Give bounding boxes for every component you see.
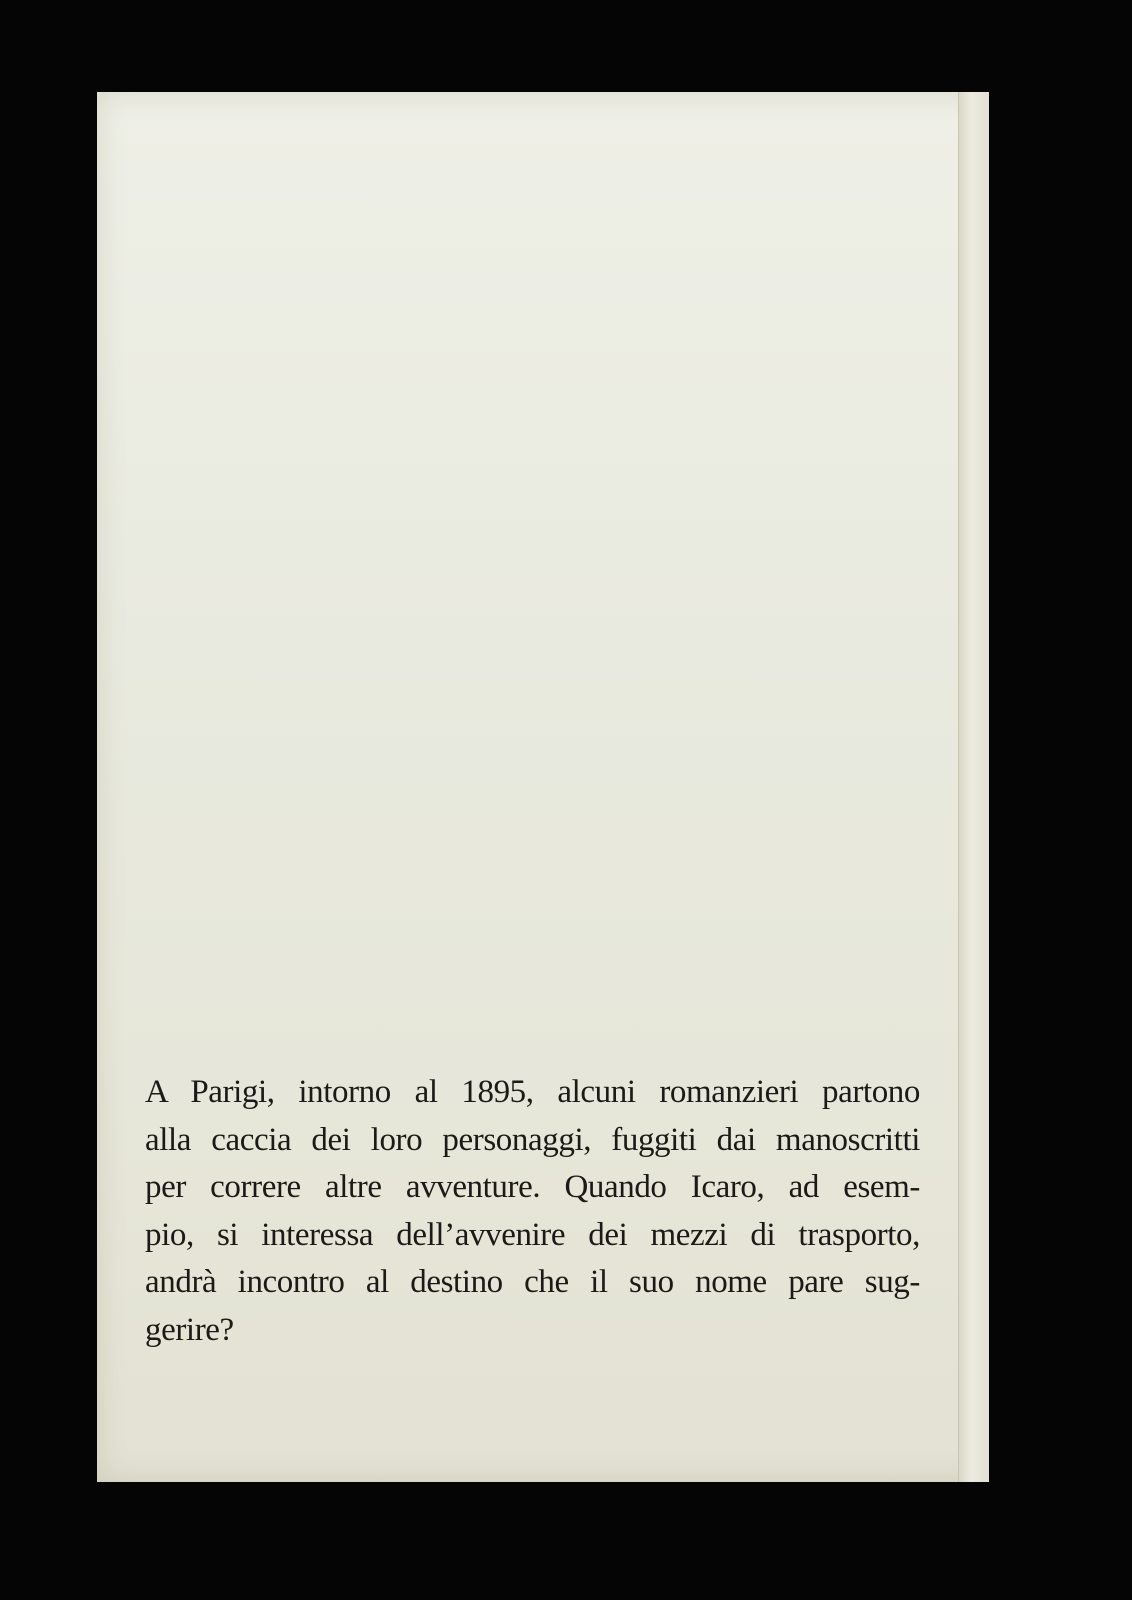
book-back-cover [97, 92, 989, 1482]
blurb-line: andrà incontro al destino che il suo nome pare sug- [145, 1264, 920, 1300]
blurb-line: pio, si interessa dell’avvenire dei mezzi di trasporto, [145, 1216, 920, 1253]
blurb-line: alla caccia dei loro personaggi, fuggiti dai manoscritti [145, 1121, 920, 1158]
blurb-line: gerire? [145, 1311, 234, 1348]
book-spine-edge [958, 92, 989, 1482]
blurb-text [145, 1069, 920, 1354]
blurb-line: per correre altre avventure. Quando Icaro, ad esem- [145, 1169, 920, 1205]
blurb-line: A Parigi, intorno al 1895, alcuni romanzieri partono [145, 1074, 920, 1110]
